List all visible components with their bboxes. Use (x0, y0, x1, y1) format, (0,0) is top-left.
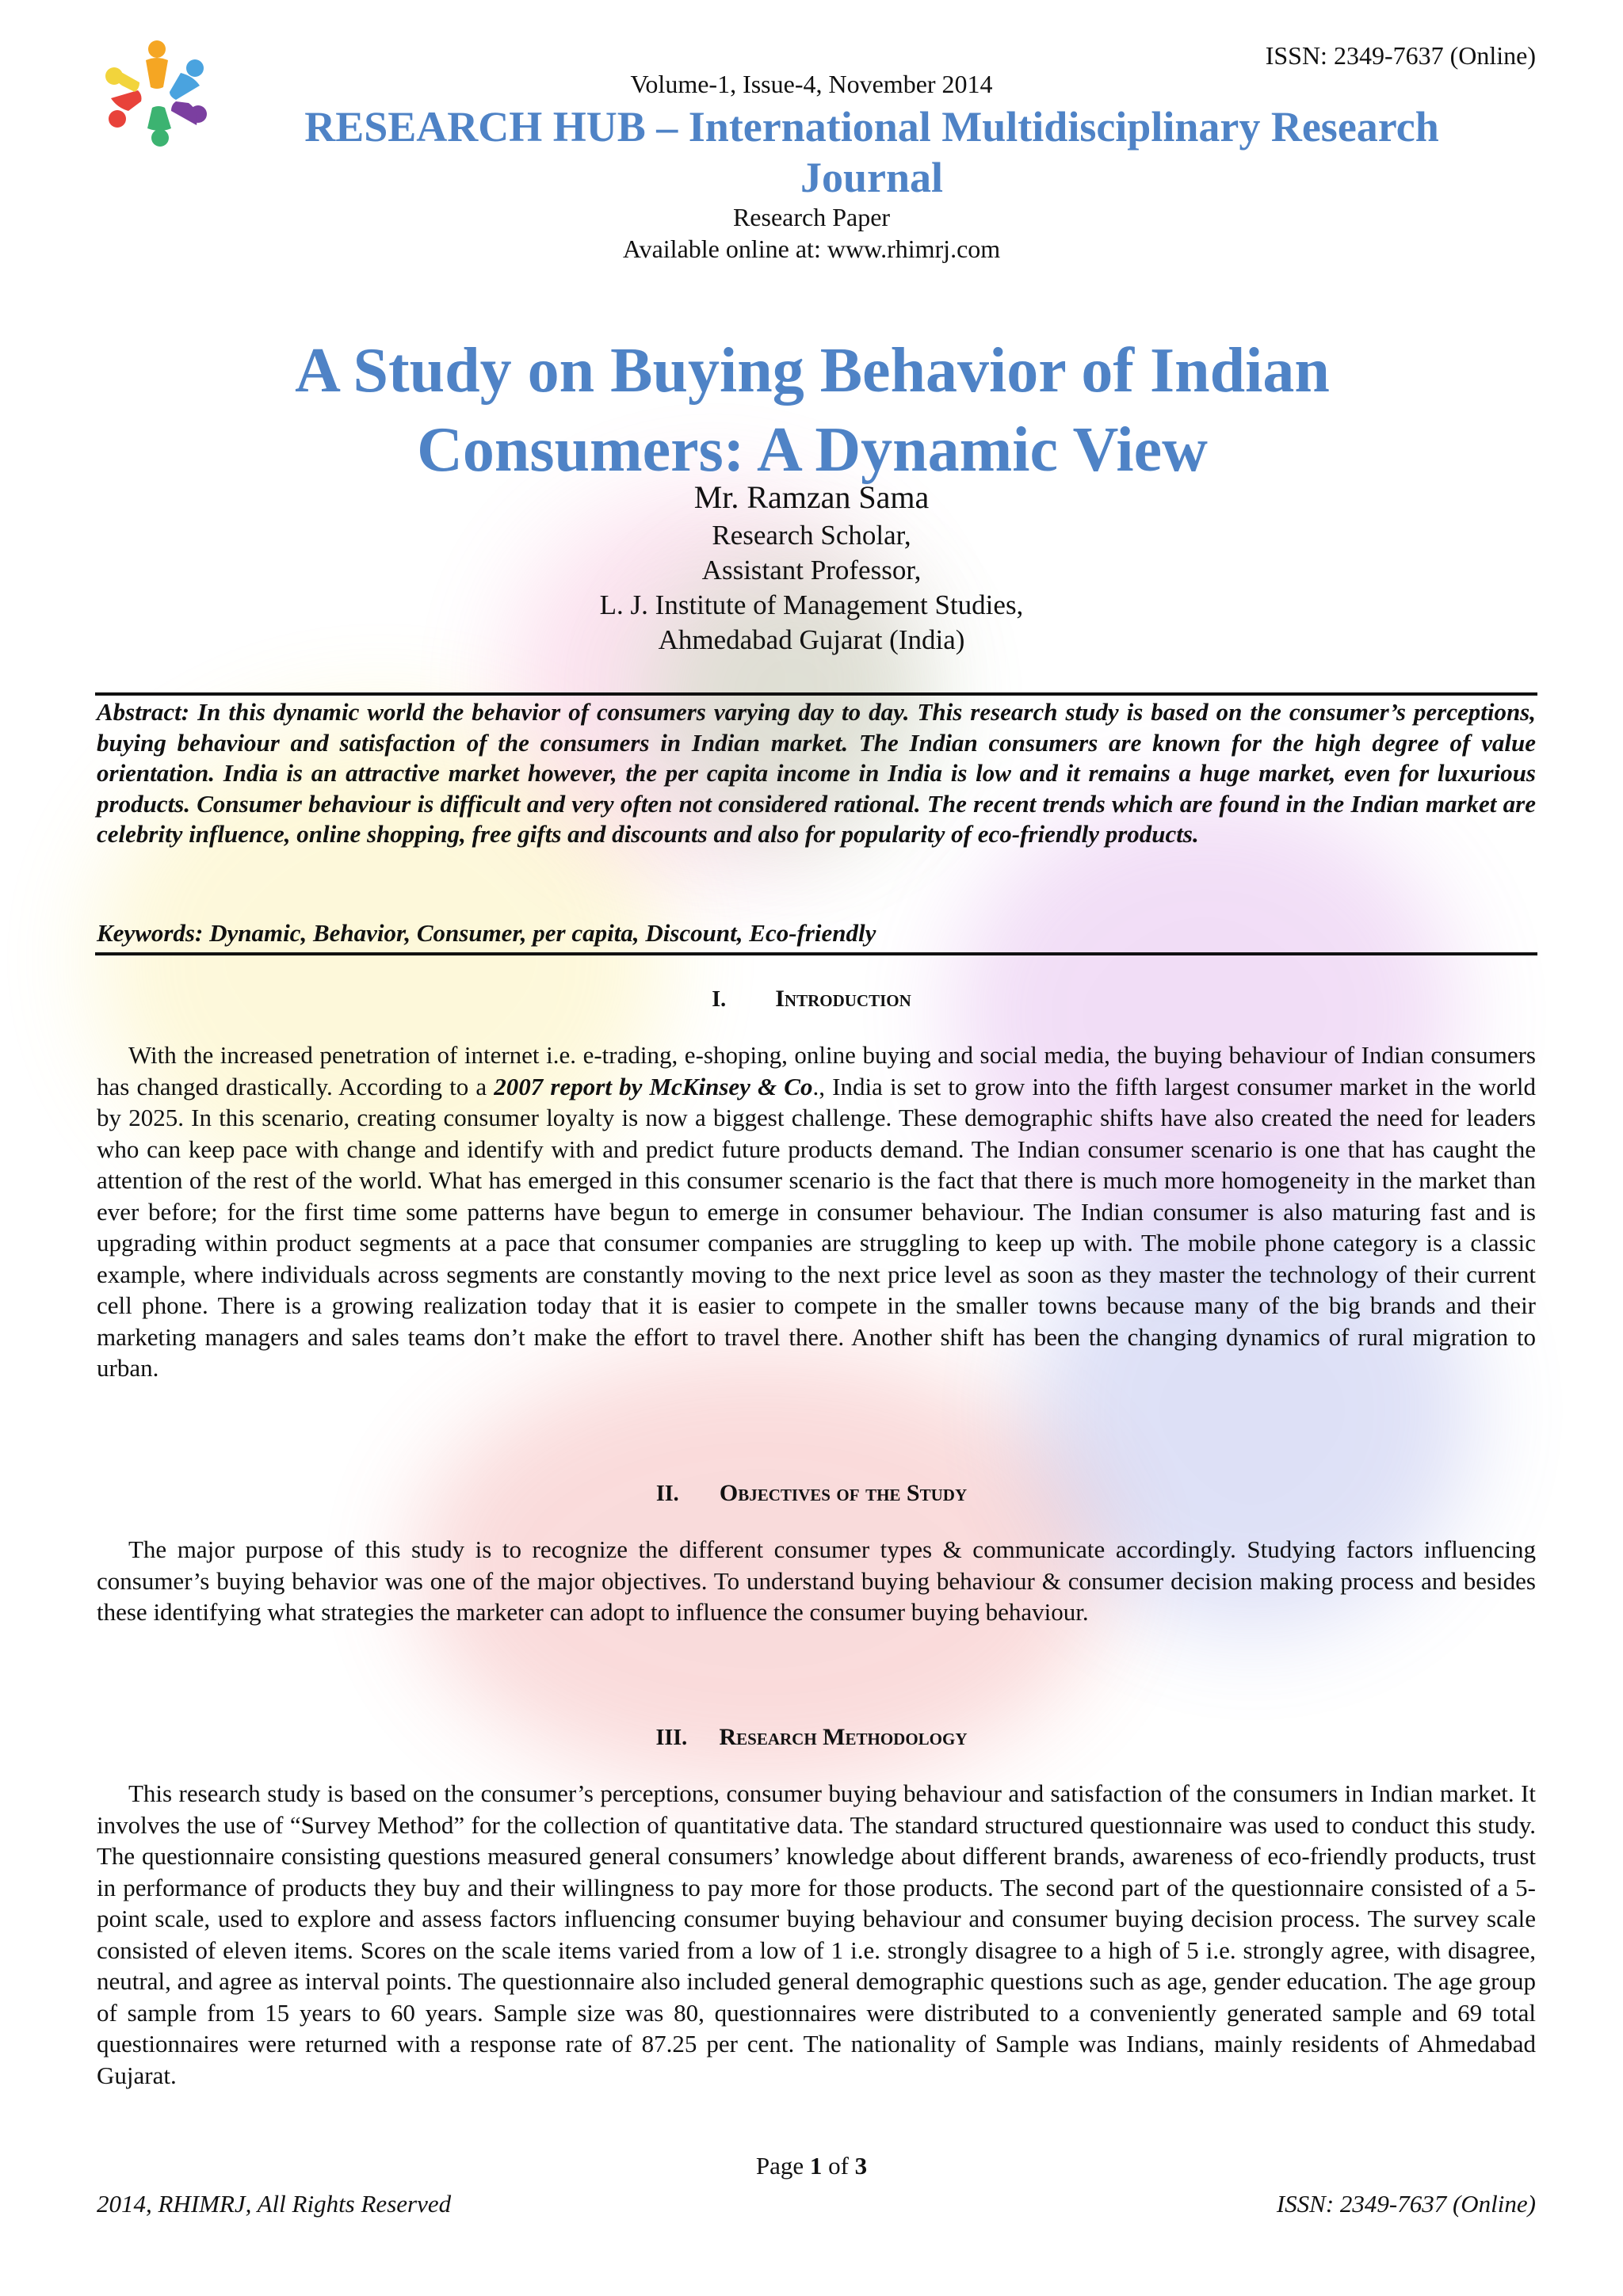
journal-name-line1: RESEARCH HUB – International Multidisciplinary Research (304, 103, 1439, 151)
volume-issue: Volume-1, Issue-4, November 2014 (630, 70, 993, 98)
footer-copyright: 2014, RHIMRJ, All Rights Reserved (97, 2190, 452, 2218)
section-title: Research Methodology (719, 1724, 968, 1750)
section-title: Objectives of the Study (719, 1480, 968, 1506)
paper-type: Research Paper (732, 203, 891, 231)
journal-name-line2: Journal (800, 154, 944, 201)
section-body-methodology: This research study is based on the consumer’s perceptions, consumer buying behaviour and satisfaction of the consumers in Indian market. It involves the use of “Survey Method” for the collection of quantitative data. The standard structured questionnaire was used to conduct this study. The questionnaire consisting questions measured general consumers’ knowledge about different brands, awareness of eco-friendly products, trust in performance of products they buy and their willingness to pay more for those products. The second part of the questionnaire consisted of a 5-point scale, used to explore and assess factors influencing consumer buying behaviour and consumer buying decision process. The survey scale consisted of eleven items. Scores on the scale items varied from a low of 1 i.e. strongly disagree to a high of 5 i.e. strongly agree, with disagree, neutral, and agree as interval points. The questionnaire also included general demographic questions such as age, gender education. The age group of sample from 15 years to 60 years. Sample size was 80, questionnaires were distributed to a conveniently generated sample and 69 total questionnaires were returned with a response rate of 87.25 per cent. The nationality of Sample was Indians, mainly residents of Ahmedabad Gujarat. (97, 1779, 1536, 2089)
author-affiliation: Research Scholar, (712, 520, 911, 551)
page-number (0, 2152, 1623, 2180)
keywords: Keywords: Dynamic, Behavior, Consumer, per capita, Discount, Eco-friendly (97, 919, 876, 947)
author-affiliation: L. J. Institute of Management Studies, (599, 589, 1024, 620)
section-heading-introduction (0, 986, 1623, 1013)
top-rule (95, 692, 1537, 696)
issn-top: ISSN: 2349-7637 (Online) (1265, 41, 1536, 70)
author-affiliation: Ahmedabad Gujarat (India) (658, 624, 965, 655)
section-heading-objectives (0, 1480, 1623, 1507)
section-number: III. (655, 1726, 688, 1750)
section-number: I. (712, 987, 727, 1012)
author-name: Mr. Ramzan Sama (693, 479, 930, 515)
section-title: Introduction (775, 986, 911, 1012)
journal-name (238, 101, 1506, 203)
available-online: Available online at: www.rhimrj.com (622, 235, 1001, 263)
intro-emphasis: 2007 report by McKinsey & Co (494, 1072, 813, 1100)
section-number: II. (655, 1482, 679, 1506)
section-body-objectives: The major purpose of this study is to recognize the different consumer types & communicate accordingly. Studying factors influencing consumer’s buying behavior was one of the major objectives. To understand buying behaviour & consumer decision making process and besides these identifying what strategies the marketer can adopt to influence the consumer buying behaviour. (97, 1535, 1536, 1626)
section-body-introduction (97, 1039, 1536, 1384)
page-prefix: Page (755, 2152, 810, 2180)
paper-title-line2: Consumers: A Dynamic View (417, 415, 1208, 485)
page-current: 1 (809, 2152, 823, 2180)
page-total: 3 (854, 2152, 868, 2180)
footer-issn: ISSN: 2349-7637 (Online) (1276, 2190, 1536, 2218)
paper-title (158, 331, 1466, 490)
abstract: Abstract: In this dynamic world the behavior of consumers varying day to day. This research study is based on the consumer’s perceptions, buying behaviour and satisfaction of the consumers in Indian market. The Indian consumers are known for the high degree of value orientation. India is an attractive market however, the per capita income in India is low and it remains a huge market, even for luxurious products. Consumer behaviour is difficult and very often not considered rational. The recent trends which are found in the Indian market are celebrity influence, online shopping, free gifts and discounts and also for popularity of eco-friendly products. (97, 698, 1536, 848)
section-heading-methodology (0, 1724, 1623, 1751)
page-middle: of (822, 2152, 855, 2180)
paper-title-line1: A Study on Buying Behavior of Indian (295, 336, 1330, 406)
bottom-rule (95, 952, 1537, 955)
author-affiliation: Assistant Professor, (701, 555, 922, 585)
intro-text-cont: ., India is set to grow into the fifth largest consumer market in the world by 2025. In this scenario, creating consumer loyalty is now a biggest challenge. These demographic shifts have also created the need for leaders who can keep pace with change and identify with and predict future products demand. The Indian consumer scenario is one that has caught the attention of the rest of the world. What has emerged in this consumer scenario is the fact that there is much more homogeneity in the market than ever before; for the first time some patterns have begun to emerge in consumer behaviour. The Indian consumer is also maturing fast and is upgrading within product segments at a pace that consumer companies are struggling to keep up with. The mobile phone category is a classic example, where individuals across segments are constantly moving to the next price level as soon as they master the technology of their current cell phone. There is a growing realization today that it is easier to compete in the smaller towns because many of the big brands and their marketing managers and sales teams don’t make the effort to travel there. Another shift has been the changing dynamics of rural migration to urban. (97, 1072, 1536, 1382)
intro-text: With the increased penetration of internet i.e. e-trading, e-shoping, online buying and social media, the buying behaviour of Indian consumers has changed drastically. According to a (97, 1041, 1536, 1100)
